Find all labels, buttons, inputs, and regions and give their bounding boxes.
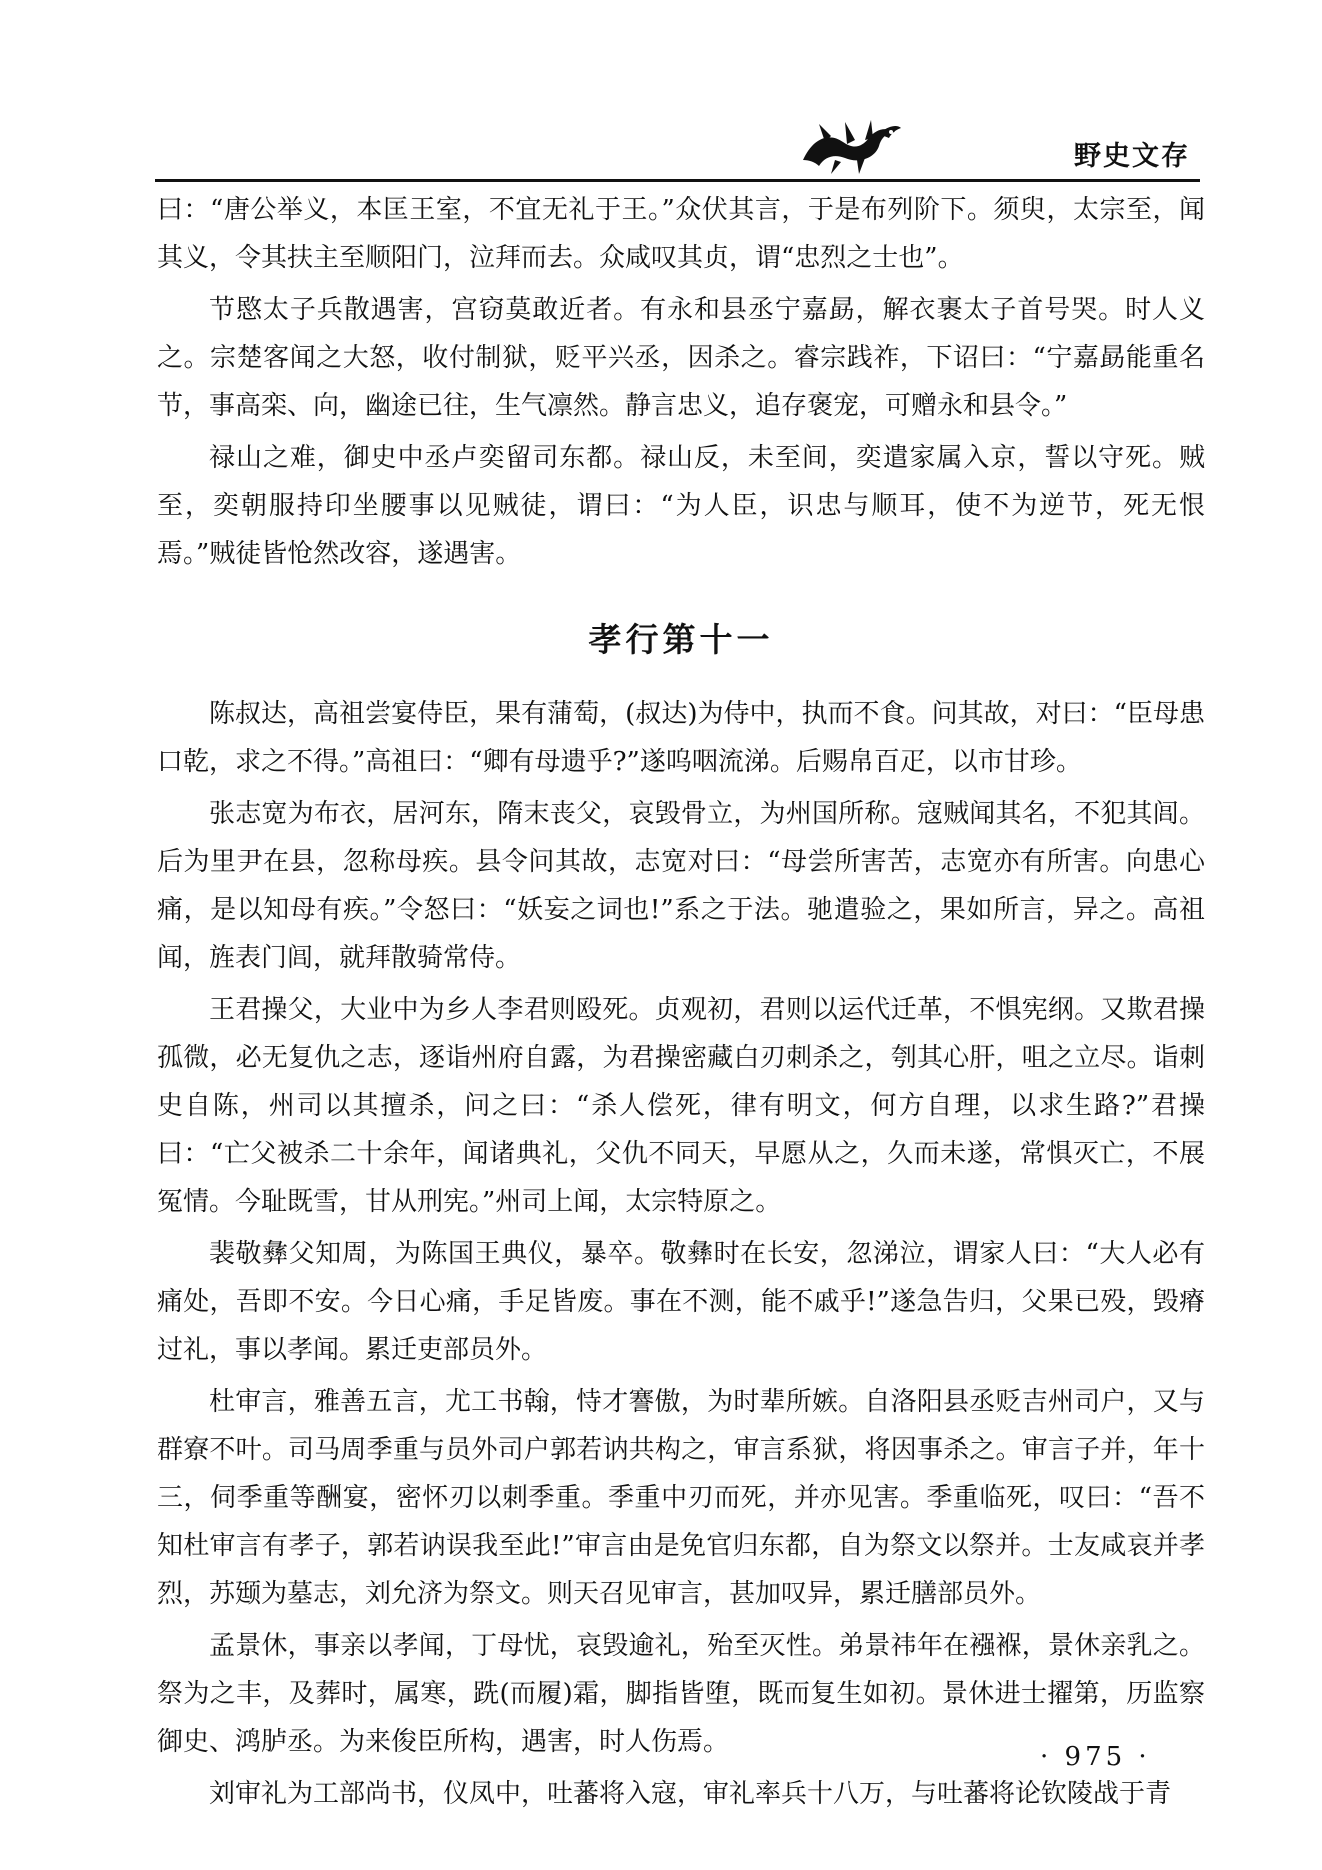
dragon-icon [795, 108, 905, 178]
paragraph: 曰：“唐公举义，本匡王室，不宜无礼于王。”众伏其言，于是布列阶下。须臾，太宗至，闻其义，令其扶主至顺阳门，泣拜而去。众咸叹其贞，谓“忠烈之士也”。 [157, 195, 1205, 273]
paragraph: 禄山之难，御史中丞卢奕留司东都。禄山反，未至间，奕遣家属入京，誓以守死。贼至，奕朝服持印坐腰事以见贼徒，谓曰：“为人臣，识忠与顺耳，使不为逆节，死无恨焉。”贼徒皆怆然改容，遂遇害。 [157, 443, 1205, 569]
paragraph: 孟景休，事亲以孝闻，丁母忧，哀毁逾礼，殆至灭性。弟景祎年在襁褓，景休亲乳之。祭为之丰，及葬时，属寒，跣(而履)霜，脚指皆堕，既而复生如初。景休进士擢第，历监察御史、鸿胪丞。为来俊臣所构，遇害，时人伤焉。 [157, 1631, 1205, 1757]
paragraph: 节愍太子兵散遇害，宫窃莫敢近者。有永和县丞宁嘉勗，解衣裹太子首号哭。时人义之。宗楚客闻之大怒，收付制狱，贬平兴丞，因杀之。睿宗践祚，下诏曰：“宁嘉勗能重名节，事高栾、向，幽途已往，生气凛然。静言忠义，追存褒宠，可赠永和县令。” [157, 295, 1205, 421]
paragraph: 裴敬彝父知周，为陈国王典仪，暴卒。敬彝时在长安，忽涕泣，谓家人曰：“大人必有痛处，吾即不安。今日心痛，手足皆废。事在不测，能不戚乎!”遂急告归，父果已殁，毁瘠过礼，事以孝闻。累迁吏部员外。 [157, 1239, 1205, 1365]
paragraph: 王君操父，大业中为乡人李君则殴死。贞观初，君则以运代迁革，不惧宪纲。又欺君操孤微，必无复仇之志，逐诣州府自露，为君操密藏白刃刺杀之，刳其心肝，咀之立尽。诣刺史自陈，州司以其擅杀，问之曰：“杀人偿死，律有明文，何方自理，以求生路?”君操曰：“亡父被杀二十余年，闻诸典礼，父仇不同天，早愿从之，久而未遂，常惧灭亡，不展冤情。今耻既雪，甘从刑宪。”州司上闻，太宗特原之。 [157, 995, 1205, 1217]
header-title: 野史文存 [1074, 141, 1190, 172]
page-number: · 975 · [1040, 1742, 1151, 1772]
paragraph: 张志宽为布衣，居河东，隋末丧父，哀毁骨立，为州国所称。寇贼闻其名，不犯其闾。后为里尹在县，忽称母疾。县令问其故，志宽对曰：“母尝所害苦，志宽亦有所害。向患心痛，是以知母有疾。”令怒曰：“妖妄之词也!”系之于法。驰遣验之，果如所言，异之。高祖闻，旌表门闾，就拜散骑常侍。 [157, 799, 1205, 973]
section-title: 孝行第十一 [588, 620, 774, 659]
page-body [157, 186, 1205, 1822]
paragraph: 陈叔达，高祖尝宴侍臣，果有蒲萄，(叔达)为侍中，执而不食。问其故，对曰：“臣母患口乾，求之不得。”高祖曰：“卿有母遗乎?”遂呜咽流涕。后赐帛百疋，以市甘珍。 [157, 699, 1205, 777]
running-header [155, 100, 1200, 182]
header-rule [155, 179, 1200, 182]
paragraph: 刘审礼为工部尚书，仪凤中，吐蕃将入寇，审礼率兵十八万，与吐蕃将论钦陵战于青 [209, 1779, 1172, 1809]
paragraph: 杜审言，雅善五言，尤工书翰，恃才謇傲，为时辈所嫉。自洛阳县丞贬吉州司户，又与群寮不叶。司马周季重与员外司户郭若讷共构之，审言系狱，将因事杀之。审言子并，年十三，伺季重等酬宴，密怀刃以刺季重。季重中刃而死，并亦见害。季重临死，叹曰：“吾不知杜审言有孝子，郭若讷误我至此!”审言由是免官归东都，自为祭文以祭并。士友咸哀并孝烈，苏颋为墓志，刘允济为祭文。则天召见审言，甚加叹异，累迁膳部员外。 [157, 1387, 1205, 1609]
